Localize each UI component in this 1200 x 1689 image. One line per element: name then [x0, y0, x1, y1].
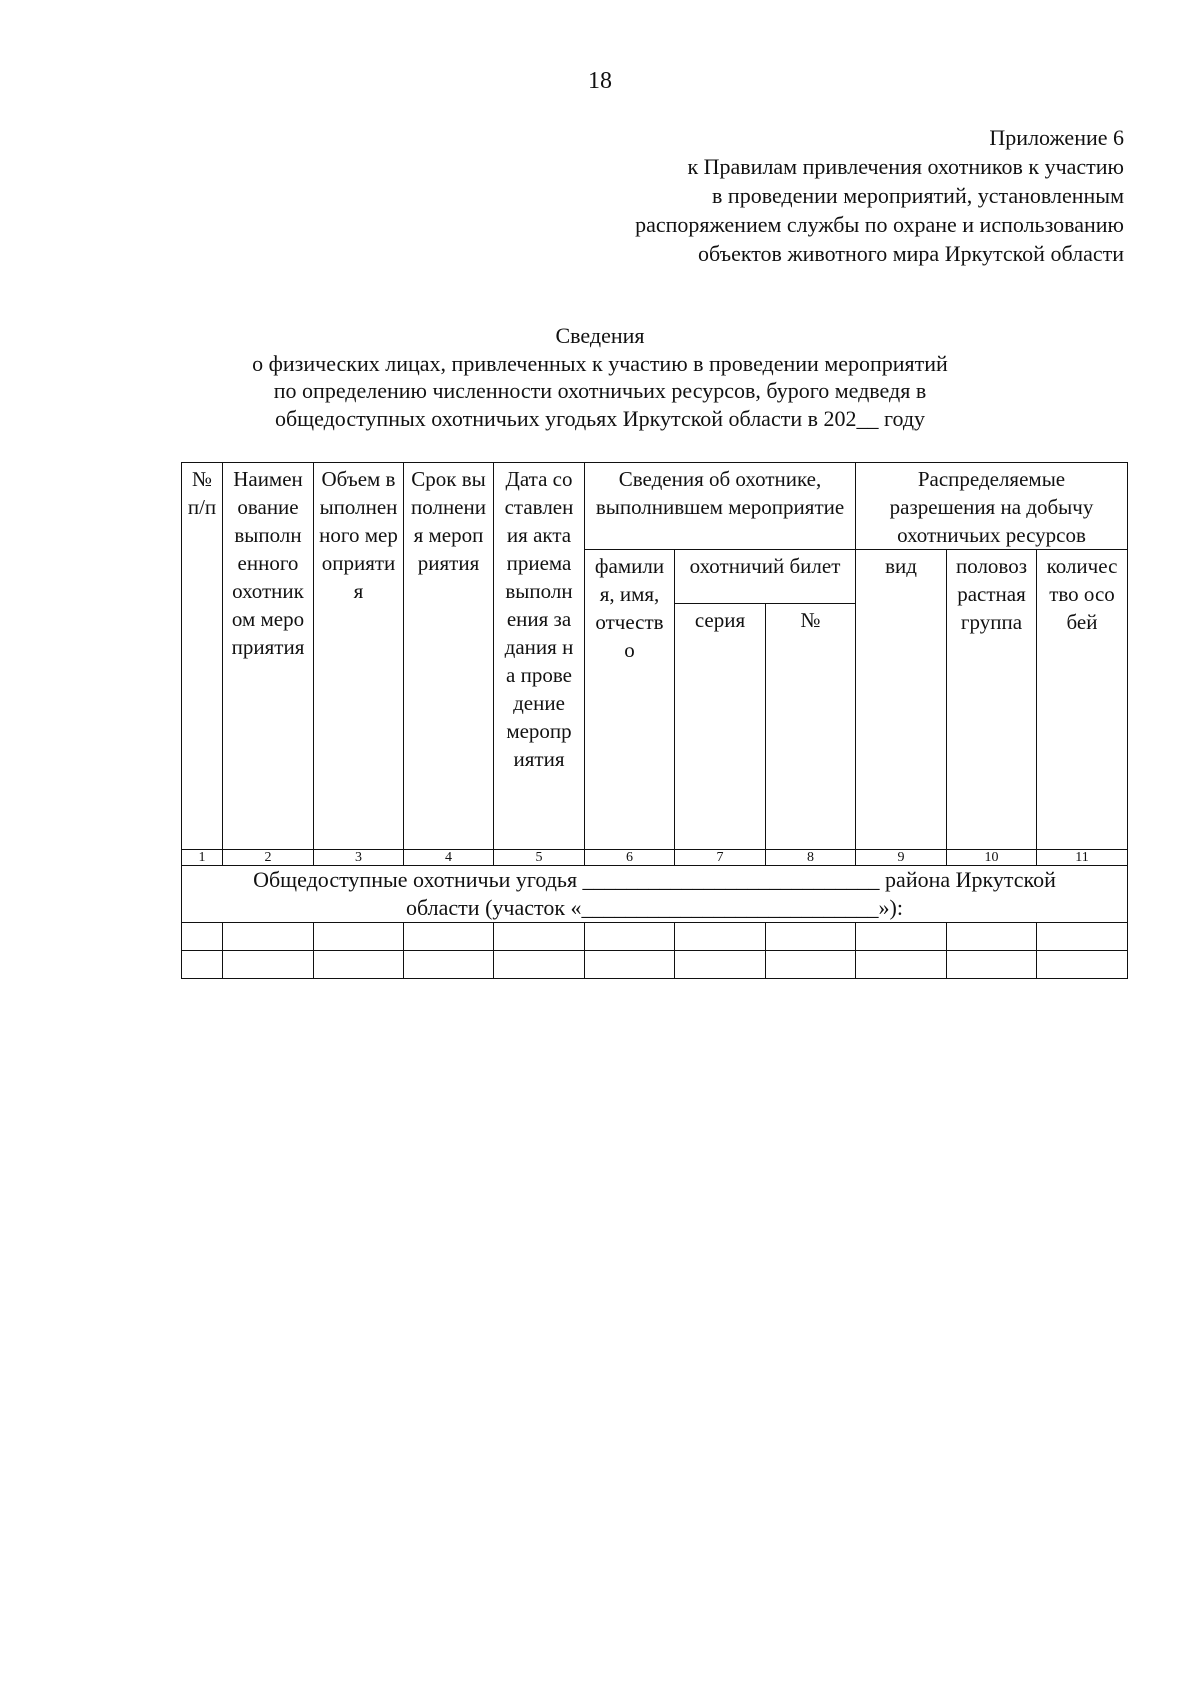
heading-line: по определению численности охотничьих ресурсов, бурого медведя в	[273, 378, 927, 403]
header-cell-fio: фамилия, имя, отчество	[585, 550, 675, 850]
empty-cell[interactable]	[856, 951, 947, 979]
page-number: 18	[588, 68, 612, 94]
section-title-cell	[182, 866, 1128, 923]
empty-cell[interactable]	[585, 923, 675, 951]
appendix-line: распоряжением службы по охране и использованию	[635, 212, 1124, 237]
empty-cell[interactable]	[182, 951, 223, 979]
appendix-line: к Правилам привлечения охотников к участию	[687, 154, 1124, 179]
empty-cell[interactable]	[766, 923, 856, 951]
empty-cell[interactable]	[182, 923, 223, 951]
column-number: 9	[856, 850, 947, 866]
empty-cell[interactable]	[494, 923, 585, 951]
appendix-line: Приложение 6	[989, 125, 1124, 150]
header-cell-series: серия	[675, 604, 766, 850]
empty-cell[interactable]	[1037, 923, 1128, 951]
document-heading	[0, 322, 1200, 432]
table-row	[182, 951, 1128, 979]
column-number: 7	[675, 850, 766, 866]
column-numbers-row	[182, 850, 1128, 866]
empty-cell[interactable]	[675, 923, 766, 951]
appendix-line: в проведении мероприятий, установленным	[712, 183, 1124, 208]
header-cell-term: Срок выполнения мероприятия	[404, 463, 494, 850]
empty-cell[interactable]	[404, 951, 494, 979]
section-title-line: Общедоступные охотничьи угодья ___________________________ района Иркутской	[253, 867, 1056, 892]
header-cell-kind: вид	[856, 550, 947, 850]
column-number: 8	[766, 850, 856, 866]
column-number: 1	[182, 850, 223, 866]
empty-cell[interactable]	[223, 923, 314, 951]
header-row-top	[182, 463, 1128, 550]
heading-title: Сведения	[555, 323, 645, 348]
empty-cell[interactable]	[675, 951, 766, 979]
column-number: 10	[947, 850, 1037, 866]
appendix-line: объектов животного мира Иркутской области	[698, 241, 1124, 266]
section-row	[182, 866, 1128, 923]
heading-line: о физических лицах, привлеченных к участию в проведении мероприятий	[252, 350, 948, 376]
empty-cell[interactable]	[223, 951, 314, 979]
header-cell-volume: Объем выполненного мероприятия	[314, 463, 404, 850]
empty-cell[interactable]	[494, 951, 585, 979]
header-cell-date: Дата составления акта приема выполнения задания на проведение мероприятия	[494, 463, 585, 850]
empty-cell[interactable]	[314, 923, 404, 951]
heading-line: общедоступных охотничьих угодьях Иркутской области в 202__ году	[274, 405, 926, 431]
column-number: 2	[223, 850, 314, 866]
column-number: 4	[404, 850, 494, 866]
empty-cell[interactable]	[947, 923, 1037, 951]
header-cell-sex-age: половозрастная группа	[947, 550, 1037, 850]
table-row	[182, 923, 1128, 951]
empty-cell[interactable]	[585, 951, 675, 979]
header-cell-permits-group: Распределяемые разрешения на добычу охотничьих ресурсов	[856, 463, 1128, 550]
empty-cell[interactable]	[947, 951, 1037, 979]
empty-cell[interactable]	[314, 951, 404, 979]
empty-cell[interactable]	[856, 923, 947, 951]
header-cell-name: Наименование выполненного охотником мероприятия	[223, 463, 314, 850]
empty-cell[interactable]	[404, 923, 494, 951]
column-number: 3	[314, 850, 404, 866]
header-cell-hunter-group: Сведения об охотнике, выполнившем мероприятие	[585, 463, 856, 550]
header-cell-num: № п/п	[182, 463, 223, 850]
column-number: 11	[1037, 850, 1128, 866]
header-cell-ticket: охотничий билет	[675, 550, 856, 604]
header-cell-quantity: количество особей	[1037, 550, 1128, 850]
empty-cell[interactable]	[1037, 951, 1128, 979]
section-title-line: области (участок «___________________________»):	[406, 895, 903, 920]
empty-cell[interactable]	[766, 951, 856, 979]
appendix-reference	[635, 123, 1124, 268]
report-table	[181, 462, 1128, 979]
header-cell-number: №	[766, 604, 856, 850]
column-number: 5	[494, 850, 585, 866]
column-number: 6	[585, 850, 675, 866]
